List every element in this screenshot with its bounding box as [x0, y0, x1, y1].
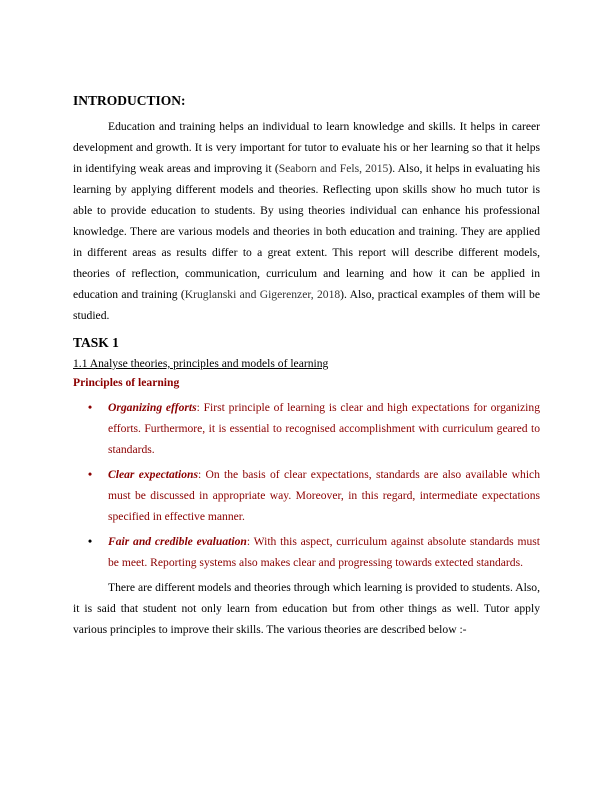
principles-heading: Principles of learning [73, 376, 180, 389]
bullet-term: Fair and credible evaluation [108, 535, 247, 548]
citation-seaborn: Seaborn and Fels, 2015 [278, 162, 389, 175]
closing-paragraph: There are different models and theories through which learning is provided to students. Also, it is said that student not only learn from education but from other things as well. Tutor apply various principles to improve their skills. The various theories are described below :- [73, 581, 540, 636]
section-subheading: 1.1 Analyse theories, principles and models of learning [73, 357, 329, 370]
document-body [73, 92, 540, 640]
bullet-term: Clear expectations [108, 468, 198, 481]
intro-text-2: ). Also, it helps in evaluating his learning by applying different models and theories. Reflecting upon skills show ho much tutor is able to provide education to students. By using theories individual can enhance his professional knowledge. There are various models and theories in both education and training. They are applied in different areas as results differ to a great extent. This report will describe different models, theories of reflection, communication, curriculum and learning and how it can be applied in education and training ( [73, 162, 541, 301]
principles-list [73, 397, 540, 573]
introduction-paragraph [73, 116, 540, 326]
bullet-icon: • [88, 468, 93, 481]
list-item [73, 464, 540, 527]
list-item [73, 531, 540, 573]
citation-kruglanski: Kruglanski and Gigerenzer, 2018 [184, 288, 341, 301]
intro-text-3: ). Also, practical examples of them will be studied. [73, 288, 540, 322]
introduction-heading: INTRODUCTION: [73, 93, 186, 108]
bullet-text: : On the basis of clear expectations, standards are also available which must be discussed in appropriate way. Moreover, in this regard, intermediate expectations specified in effective manner. [108, 468, 541, 523]
bullet-term: Organizing efforts [108, 401, 197, 414]
list-item [73, 397, 540, 460]
bullet-text: : First principle of learning is clear and high expectations for organizing efforts. Furthermore, it is essential to recognised accomplishment with curriculum geared to standards. [108, 401, 540, 456]
intro-text-1: Education and training helps an individual to learn knowledge and skills. It helps in career development and growth. It is very important for tutor to evaluate his or her learning so that it helps in identifying weak areas and improving it ( [73, 120, 540, 175]
bullet-icon: • [88, 535, 93, 548]
task-heading: TASK 1 [73, 335, 119, 350]
bullet-text: : With this aspect, curriculum against absolute standards must be meet. Reporting systems also makes clear and progressing towards extected standards. [108, 535, 540, 569]
bullet-icon: • [88, 401, 93, 414]
